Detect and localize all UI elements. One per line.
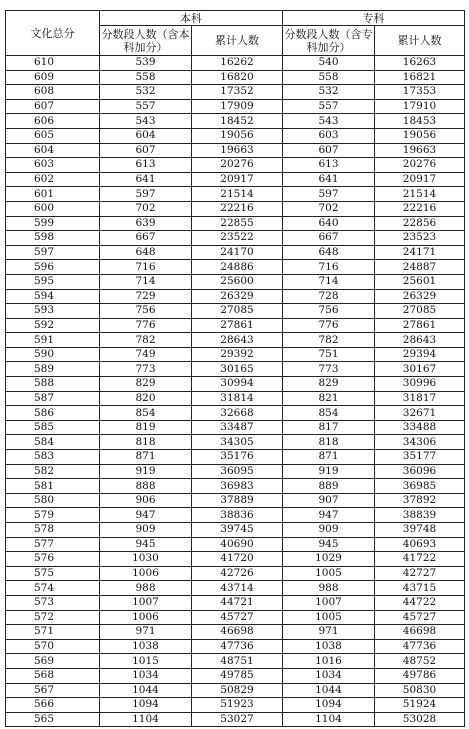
bk-segment-count-cell: 773 <box>100 362 192 377</box>
total-score-cell: 579 <box>6 508 100 523</box>
zk-segment-count-cell: 818 <box>283 435 375 450</box>
total-score-cell: 601 <box>6 187 100 202</box>
bk-segment-count-cell: 1015 <box>100 654 192 669</box>
zk-cumulative-cell: 46698 <box>375 625 465 640</box>
total-score-cell: 581 <box>6 479 100 494</box>
bk-cumulative-cell: 21514 <box>192 187 283 202</box>
bk-cumulative-cell: 20917 <box>192 172 283 187</box>
zk-cumulative-cell: 31817 <box>375 391 465 406</box>
zk-segment-count-cell: 667 <box>283 231 375 246</box>
bk-segment-count-cell: 854 <box>100 406 192 421</box>
zk-segment-count-cell: 947 <box>283 508 375 523</box>
bk-segment-count-cell: 667 <box>100 231 192 246</box>
zk-cumulative-cell: 16263 <box>375 56 465 71</box>
zk-cumulative-cell: 38839 <box>375 508 465 523</box>
header-zk-cumulative: 累计人数 <box>375 26 465 56</box>
zk-cumulative-cell: 21514 <box>375 187 465 202</box>
zk-cumulative-cell: 34306 <box>375 435 465 450</box>
bk-cumulative-cell: 31814 <box>192 391 283 406</box>
total-score-cell: 572 <box>6 610 100 625</box>
total-score-cell: 569 <box>6 654 100 669</box>
bk-cumulative-cell: 48751 <box>192 654 283 669</box>
total-score-cell: 585 <box>6 420 100 435</box>
zk-segment-count-cell: 540 <box>283 56 375 71</box>
bk-cumulative-cell: 49785 <box>192 668 283 683</box>
table-row <box>6 289 465 304</box>
zk-segment-count-cell: 1007 <box>283 595 375 610</box>
bk-segment-count-cell: 613 <box>100 158 192 173</box>
zk-segment-count-cell: 817 <box>283 420 375 435</box>
table-row <box>6 668 465 683</box>
zk-cumulative-cell: 49786 <box>375 668 465 683</box>
bk-cumulative-cell: 16820 <box>192 70 283 85</box>
zk-segment-count-cell: 854 <box>283 406 375 421</box>
total-score-cell: 571 <box>6 625 100 640</box>
bk-cumulative-cell: 22216 <box>192 201 283 216</box>
bk-cumulative-cell: 24170 <box>192 245 283 260</box>
total-score-cell: 575 <box>6 566 100 581</box>
bk-segment-count-cell: 1030 <box>100 552 192 567</box>
table-row <box>6 683 465 698</box>
zk-cumulative-cell: 24171 <box>375 245 465 260</box>
zk-segment-count-cell: 821 <box>283 391 375 406</box>
bk-segment-count-cell: 607 <box>100 143 192 158</box>
table-row <box>6 143 465 158</box>
zk-segment-count-cell: 1005 <box>283 566 375 581</box>
zk-segment-count-cell: 648 <box>283 245 375 260</box>
zk-segment-count-cell: 909 <box>283 523 375 538</box>
bk-cumulative-cell: 27085 <box>192 304 283 319</box>
zk-cumulative-cell: 43715 <box>375 581 465 596</box>
zk-cumulative-cell: 24887 <box>375 260 465 275</box>
table-row <box>6 420 465 435</box>
zk-segment-count-cell: 607 <box>283 143 375 158</box>
table-row <box>6 56 465 71</box>
zk-segment-count-cell: 1016 <box>283 654 375 669</box>
table-row <box>6 508 465 523</box>
bk-cumulative-cell: 39745 <box>192 523 283 538</box>
table-row <box>6 479 465 494</box>
bk-segment-count-cell: 729 <box>100 289 192 304</box>
zk-segment-count-cell: 543 <box>283 114 375 129</box>
zk-cumulative-cell: 32671 <box>375 406 465 421</box>
zk-cumulative-cell: 42727 <box>375 566 465 581</box>
table-row <box>6 450 465 465</box>
zk-cumulative-cell: 36985 <box>375 479 465 494</box>
table-row <box>6 712 465 727</box>
bk-cumulative-cell: 16262 <box>192 56 283 71</box>
zk-cumulative-cell: 20917 <box>375 172 465 187</box>
zk-cumulative-cell: 27085 <box>375 304 465 319</box>
zk-cumulative-cell: 36096 <box>375 464 465 479</box>
zk-cumulative-cell: 29394 <box>375 347 465 362</box>
bk-cumulative-cell: 44721 <box>192 595 283 610</box>
bk-segment-count-cell: 639 <box>100 216 192 231</box>
total-score-cell: 605 <box>6 128 100 143</box>
bk-segment-count-cell: 909 <box>100 523 192 538</box>
total-score-cell: 573 <box>6 595 100 610</box>
zk-cumulative-cell: 17910 <box>375 99 465 114</box>
total-score-cell: 570 <box>6 639 100 654</box>
bk-segment-count-cell: 776 <box>100 318 192 333</box>
total-score-cell: 607 <box>6 99 100 114</box>
table-row <box>6 464 465 479</box>
table-row <box>6 128 465 143</box>
table-row <box>6 70 465 85</box>
total-score-cell: 608 <box>6 85 100 100</box>
zk-cumulative-cell: 44722 <box>375 595 465 610</box>
bk-cumulative-cell: 37889 <box>192 493 283 508</box>
bk-cumulative-cell: 42726 <box>192 566 283 581</box>
bk-segment-count-cell: 702 <box>100 201 192 216</box>
bk-cumulative-cell: 27861 <box>192 318 283 333</box>
bk-cumulative-cell: 51923 <box>192 698 283 713</box>
zk-cumulative-cell: 47736 <box>375 639 465 654</box>
bk-cumulative-cell: 25600 <box>192 274 283 289</box>
total-score-cell: 604 <box>6 143 100 158</box>
bk-segment-count-cell: 539 <box>100 56 192 71</box>
total-score-cell: 591 <box>6 333 100 348</box>
total-score-cell: 597 <box>6 245 100 260</box>
table-row <box>6 158 465 173</box>
bk-cumulative-cell: 30994 <box>192 377 283 392</box>
total-score-cell: 595 <box>6 274 100 289</box>
zk-cumulative-cell: 26329 <box>375 289 465 304</box>
bk-cumulative-cell: 53027 <box>192 712 283 727</box>
total-score-cell: 588 <box>6 377 100 392</box>
table-row <box>6 493 465 508</box>
score-distribution-table <box>5 10 465 727</box>
zk-segment-count-cell: 945 <box>283 537 375 552</box>
total-score-cell: 567 <box>6 683 100 698</box>
zk-segment-count-cell: 829 <box>283 377 375 392</box>
bk-cumulative-cell: 45727 <box>192 610 283 625</box>
total-score-cell: 602 <box>6 172 100 187</box>
table-row <box>6 552 465 567</box>
zk-segment-count-cell: 603 <box>283 128 375 143</box>
total-score-cell: 587 <box>6 391 100 406</box>
zk-segment-count-cell: 1005 <box>283 610 375 625</box>
bk-cumulative-cell: 28643 <box>192 333 283 348</box>
bk-segment-count-cell: 749 <box>100 347 192 362</box>
bk-cumulative-cell: 26329 <box>192 289 283 304</box>
total-score-cell: 596 <box>6 260 100 275</box>
bk-cumulative-cell: 17909 <box>192 99 283 114</box>
bk-segment-count-cell: 971 <box>100 625 192 640</box>
bk-segment-count-cell: 818 <box>100 435 192 450</box>
table-row <box>6 523 465 538</box>
total-score-cell: 589 <box>6 362 100 377</box>
bk-segment-count-cell: 648 <box>100 245 192 260</box>
table-row <box>6 595 465 610</box>
bk-segment-count-cell: 945 <box>100 537 192 552</box>
total-score-cell: 580 <box>6 493 100 508</box>
table-row <box>6 85 465 100</box>
bk-cumulative-cell: 19056 <box>192 128 283 143</box>
zk-cumulative-cell: 53028 <box>375 712 465 727</box>
table-row <box>6 318 465 333</box>
zk-segment-count-cell: 889 <box>283 479 375 494</box>
bk-segment-count-cell: 919 <box>100 464 192 479</box>
table-row <box>6 566 465 581</box>
bk-segment-count-cell: 604 <box>100 128 192 143</box>
bk-segment-count-cell: 557 <box>100 99 192 114</box>
table-row <box>6 99 465 114</box>
zk-cumulative-cell: 30996 <box>375 377 465 392</box>
bk-segment-count-cell: 871 <box>100 450 192 465</box>
total-score-cell: 577 <box>6 537 100 552</box>
bk-cumulative-cell: 18452 <box>192 114 283 129</box>
bk-segment-count-cell: 819 <box>100 420 192 435</box>
bk-cumulative-cell: 22855 <box>192 216 283 231</box>
total-score-cell: 609 <box>6 70 100 85</box>
zk-segment-count-cell: 776 <box>283 318 375 333</box>
total-score-cell: 568 <box>6 668 100 683</box>
zk-segment-count-cell: 728 <box>283 289 375 304</box>
zk-cumulative-cell: 41722 <box>375 552 465 567</box>
zk-segment-count-cell: 1044 <box>283 683 375 698</box>
bk-segment-count-cell: 1044 <box>100 683 192 698</box>
bk-segment-count-cell: 1104 <box>100 712 192 727</box>
zk-segment-count-cell: 1034 <box>283 668 375 683</box>
total-score-cell: 574 <box>6 581 100 596</box>
total-score-cell: 600 <box>6 201 100 216</box>
zk-segment-count-cell: 557 <box>283 99 375 114</box>
zk-cumulative-cell: 20276 <box>375 158 465 173</box>
zk-segment-count-cell: 756 <box>283 304 375 319</box>
bk-segment-count-cell: 532 <box>100 85 192 100</box>
bk-segment-count-cell: 1006 <box>100 610 192 625</box>
zk-cumulative-cell: 39748 <box>375 523 465 538</box>
table-row <box>6 201 465 216</box>
bk-segment-count-cell: 597 <box>100 187 192 202</box>
zk-segment-count-cell: 988 <box>283 581 375 596</box>
header-group-zk: 专科 <box>283 11 465 26</box>
zk-segment-count-cell: 1104 <box>283 712 375 727</box>
bk-cumulative-cell: 34305 <box>192 435 283 450</box>
bk-segment-count-cell: 988 <box>100 581 192 596</box>
bk-segment-count-cell: 756 <box>100 304 192 319</box>
bk-segment-count-cell: 947 <box>100 508 192 523</box>
zk-cumulative-cell: 28643 <box>375 333 465 348</box>
zk-cumulative-cell: 50830 <box>375 683 465 698</box>
header-zk-segment-count: 分数段人数（含专科加分） <box>284 27 373 54</box>
table-row <box>6 391 465 406</box>
zk-cumulative-cell: 40693 <box>375 537 465 552</box>
bk-cumulative-cell: 38836 <box>192 508 283 523</box>
zk-cumulative-cell: 33488 <box>375 420 465 435</box>
table-row <box>6 172 465 187</box>
bk-segment-count-cell: 1034 <box>100 668 192 683</box>
zk-segment-count-cell: 871 <box>283 450 375 465</box>
zk-cumulative-cell: 18453 <box>375 114 465 129</box>
table-row <box>6 304 465 319</box>
header-total-score: 文化总分 <box>6 11 100 56</box>
total-score-cell: 593 <box>6 304 100 319</box>
zk-cumulative-cell: 30167 <box>375 362 465 377</box>
table-row <box>6 347 465 362</box>
total-score-cell: 590 <box>6 347 100 362</box>
zk-cumulative-cell: 19056 <box>375 128 465 143</box>
bk-cumulative-cell: 33487 <box>192 420 283 435</box>
total-score-cell: 576 <box>6 552 100 567</box>
table-row <box>6 333 465 348</box>
table-row <box>6 187 465 202</box>
zk-segment-count-cell: 1094 <box>283 698 375 713</box>
zk-segment-count-cell: 702 <box>283 201 375 216</box>
zk-segment-count-cell: 714 <box>283 274 375 289</box>
bk-segment-count-cell: 888 <box>100 479 192 494</box>
zk-segment-count-cell: 907 <box>283 493 375 508</box>
zk-cumulative-cell: 23523 <box>375 231 465 246</box>
bk-segment-count-cell: 543 <box>100 114 192 129</box>
table-row <box>6 260 465 275</box>
zk-cumulative-cell: 51924 <box>375 698 465 713</box>
bk-cumulative-cell: 19663 <box>192 143 283 158</box>
bk-cumulative-cell: 30165 <box>192 362 283 377</box>
bk-cumulative-cell: 32668 <box>192 406 283 421</box>
bk-cumulative-cell: 50829 <box>192 683 283 698</box>
zk-cumulative-cell: 27861 <box>375 318 465 333</box>
bk-cumulative-cell: 20276 <box>192 158 283 173</box>
bk-cumulative-cell: 41720 <box>192 552 283 567</box>
bk-cumulative-cell: 35176 <box>192 450 283 465</box>
bk-segment-count-cell: 714 <box>100 274 192 289</box>
total-score-cell: 582 <box>6 464 100 479</box>
total-score-cell: 606 <box>6 114 100 129</box>
zk-segment-count-cell: 641 <box>283 172 375 187</box>
bk-segment-count-cell: 1038 <box>100 639 192 654</box>
table-row <box>6 274 465 289</box>
zk-segment-count-cell: 1038 <box>283 639 375 654</box>
zk-cumulative-cell: 17353 <box>375 85 465 100</box>
table-row <box>6 377 465 392</box>
zk-segment-count-cell: 597 <box>283 187 375 202</box>
table-row <box>6 114 465 129</box>
total-score-cell: 610 <box>6 56 100 71</box>
zk-cumulative-cell: 45727 <box>375 610 465 625</box>
total-score-cell: 565 <box>6 712 100 727</box>
bk-cumulative-cell: 29392 <box>192 347 283 362</box>
bk-segment-count-cell: 829 <box>100 377 192 392</box>
zk-cumulative-cell: 25601 <box>375 274 465 289</box>
zk-cumulative-cell: 22216 <box>375 201 465 216</box>
bk-cumulative-cell: 23522 <box>192 231 283 246</box>
total-score-cell: 592 <box>6 318 100 333</box>
zk-segment-count-cell: 751 <box>283 347 375 362</box>
table-row <box>6 362 465 377</box>
total-score-cell: 584 <box>6 435 100 450</box>
table-row <box>6 231 465 246</box>
total-score-cell: 599 <box>6 216 100 231</box>
total-score-cell: 583 <box>6 450 100 465</box>
table-row <box>6 245 465 260</box>
header-bk-segment-count: 分数段人数（含本科加分） <box>101 27 190 54</box>
bk-cumulative-cell: 24886 <box>192 260 283 275</box>
zk-segment-count-cell: 773 <box>283 362 375 377</box>
total-score-cell: 603 <box>6 158 100 173</box>
table-row <box>6 698 465 713</box>
table-row <box>6 610 465 625</box>
bk-segment-count-cell: 1007 <box>100 595 192 610</box>
zk-segment-count-cell: 782 <box>283 333 375 348</box>
zk-segment-count-cell: 716 <box>283 260 375 275</box>
total-score-cell: 578 <box>6 523 100 538</box>
bk-cumulative-cell: 43714 <box>192 581 283 596</box>
header-group-bk: 本科 <box>100 11 283 26</box>
bk-cumulative-cell: 36983 <box>192 479 283 494</box>
zk-cumulative-cell: 16821 <box>375 70 465 85</box>
total-score-cell: 594 <box>6 289 100 304</box>
zk-segment-count-cell: 640 <box>283 216 375 231</box>
header-bk-cumulative: 累计人数 <box>192 26 283 56</box>
table-row <box>6 581 465 596</box>
table-row <box>6 654 465 669</box>
bk-cumulative-cell: 46698 <box>192 625 283 640</box>
zk-cumulative-cell: 48752 <box>375 654 465 669</box>
bk-cumulative-cell: 17352 <box>192 85 283 100</box>
table-row <box>6 639 465 654</box>
bk-segment-count-cell: 641 <box>100 172 192 187</box>
total-score-cell: 566 <box>6 698 100 713</box>
zk-cumulative-cell: 37892 <box>375 493 465 508</box>
bk-segment-count-cell: 716 <box>100 260 192 275</box>
zk-segment-count-cell: 1029 <box>283 552 375 567</box>
zk-segment-count-cell: 532 <box>283 85 375 100</box>
bk-segment-count-cell: 1006 <box>100 566 192 581</box>
zk-cumulative-cell: 35177 <box>375 450 465 465</box>
bk-cumulative-cell: 36095 <box>192 464 283 479</box>
zk-cumulative-cell: 22856 <box>375 216 465 231</box>
bk-cumulative-cell: 47736 <box>192 639 283 654</box>
table-row <box>6 435 465 450</box>
bk-segment-count-cell: 906 <box>100 493 192 508</box>
zk-segment-count-cell: 971 <box>283 625 375 640</box>
total-score-cell: 598 <box>6 231 100 246</box>
bk-cumulative-cell: 40690 <box>192 537 283 552</box>
table-row <box>6 625 465 640</box>
bk-segment-count-cell: 558 <box>100 70 192 85</box>
bk-segment-count-cell: 820 <box>100 391 192 406</box>
table-body <box>6 56 465 727</box>
table-row <box>6 537 465 552</box>
zk-cumulative-cell: 19663 <box>375 143 465 158</box>
bk-segment-count-cell: 782 <box>100 333 192 348</box>
zk-segment-count-cell: 919 <box>283 464 375 479</box>
table-row <box>6 216 465 231</box>
zk-segment-count-cell: 613 <box>283 158 375 173</box>
total-score-cell: 586 <box>6 406 100 421</box>
bk-segment-count-cell: 1094 <box>100 698 192 713</box>
table-row <box>6 406 465 421</box>
zk-segment-count-cell: 558 <box>283 70 375 85</box>
